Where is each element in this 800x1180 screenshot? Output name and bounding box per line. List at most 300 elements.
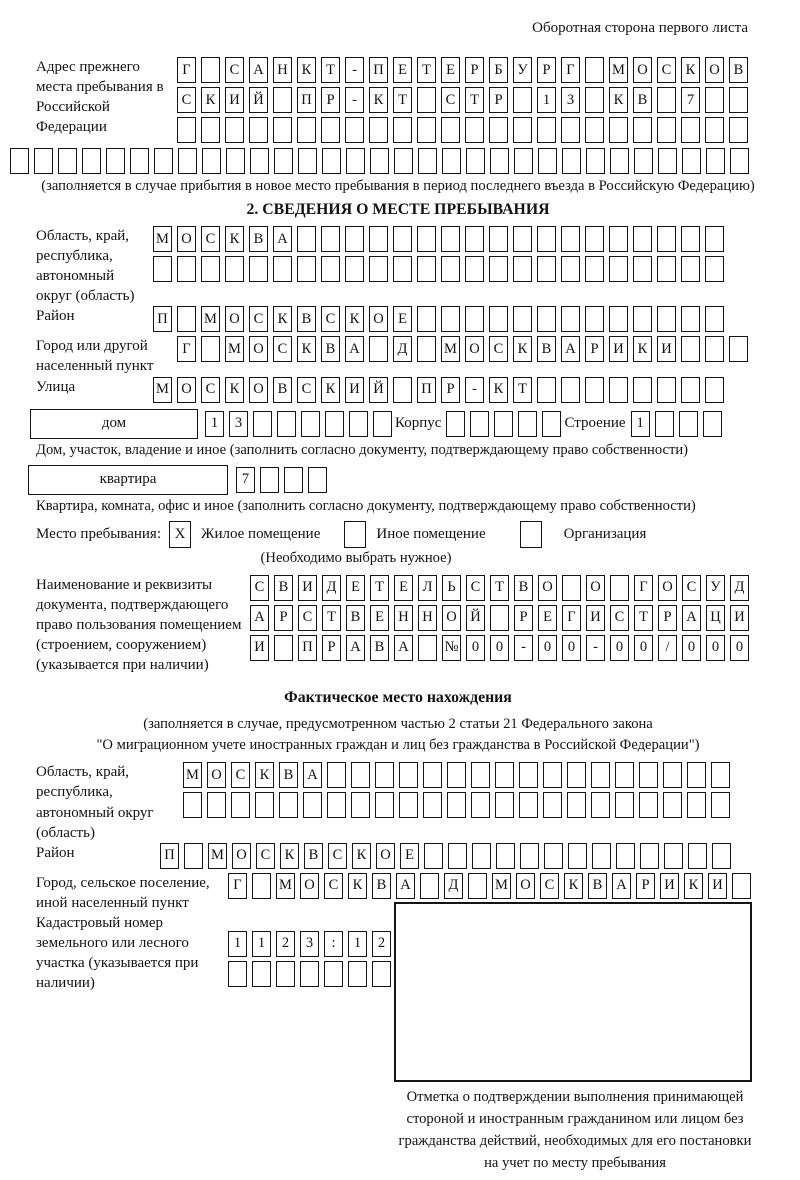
char-cell[interactable]: Е bbox=[393, 306, 412, 332]
char-cell[interactable]: С bbox=[321, 306, 340, 332]
char-cell[interactable]: О bbox=[207, 762, 226, 788]
char-cell[interactable]: Л bbox=[418, 575, 437, 601]
char-cell[interactable]: С bbox=[489, 336, 508, 362]
char-cell[interactable]: К bbox=[633, 336, 652, 362]
char-cell[interactable] bbox=[252, 873, 271, 899]
char-cell[interactable] bbox=[202, 148, 221, 174]
char-cell[interactable]: С bbox=[441, 87, 460, 113]
char-cell[interactable]: А bbox=[346, 635, 365, 661]
char-cell[interactable]: Р bbox=[658, 605, 677, 631]
char-cell[interactable] bbox=[301, 411, 320, 437]
char-cell[interactable]: С bbox=[466, 575, 485, 601]
char-cell[interactable]: К bbox=[681, 57, 700, 83]
char-cell[interactable]: О bbox=[538, 575, 557, 601]
char-cell[interactable]: С bbox=[231, 762, 250, 788]
char-cell[interactable]: Г bbox=[228, 873, 247, 899]
char-cell[interactable]: О bbox=[516, 873, 535, 899]
char-cell[interactable] bbox=[490, 605, 509, 631]
char-cell[interactable] bbox=[279, 792, 298, 818]
char-cell[interactable] bbox=[201, 256, 220, 282]
char-cell[interactable] bbox=[201, 117, 220, 143]
char-cell[interactable] bbox=[657, 226, 676, 252]
char-cell[interactable] bbox=[729, 87, 748, 113]
char-cell[interactable]: М bbox=[492, 873, 511, 899]
char-cell[interactable] bbox=[657, 306, 676, 332]
char-cell[interactable]: Р bbox=[514, 605, 533, 631]
char-cell[interactable]: Г bbox=[634, 575, 653, 601]
char-cell[interactable] bbox=[657, 87, 676, 113]
char-cell[interactable]: Е bbox=[400, 843, 419, 869]
char-cell[interactable] bbox=[609, 226, 628, 252]
char-cell[interactable] bbox=[465, 256, 484, 282]
char-cell[interactable] bbox=[663, 762, 682, 788]
char-cell[interactable] bbox=[106, 148, 125, 174]
char-cell[interactable]: Р bbox=[441, 377, 460, 403]
char-cell[interactable]: Р bbox=[465, 57, 484, 83]
char-cell[interactable] bbox=[519, 792, 538, 818]
char-cell[interactable] bbox=[441, 306, 460, 332]
char-cell[interactable] bbox=[417, 306, 436, 332]
char-cell[interactable] bbox=[544, 843, 563, 869]
char-cell[interactable]: 1 bbox=[228, 931, 247, 957]
char-cell[interactable]: М bbox=[225, 336, 244, 362]
char-cell[interactable] bbox=[465, 117, 484, 143]
char-cell[interactable]: С bbox=[256, 843, 275, 869]
char-cell[interactable] bbox=[730, 148, 749, 174]
char-cell[interactable]: В bbox=[537, 336, 556, 362]
char-cell[interactable] bbox=[324, 961, 343, 987]
char-cell[interactable] bbox=[495, 792, 514, 818]
char-cell[interactable] bbox=[585, 226, 604, 252]
char-cell[interactable]: В bbox=[279, 762, 298, 788]
char-cell[interactable] bbox=[712, 843, 731, 869]
char-cell[interactable] bbox=[321, 117, 340, 143]
char-cell[interactable]: О bbox=[232, 843, 251, 869]
char-cell[interactable] bbox=[34, 148, 53, 174]
char-cell[interactable] bbox=[489, 226, 508, 252]
char-cell[interactable]: 3 bbox=[300, 931, 319, 957]
char-cell[interactable]: О bbox=[705, 57, 724, 83]
char-cell[interactable] bbox=[490, 148, 509, 174]
char-cell[interactable]: С bbox=[273, 336, 292, 362]
char-cell[interactable]: В bbox=[274, 575, 293, 601]
char-cell[interactable] bbox=[303, 792, 322, 818]
char-cell[interactable] bbox=[369, 256, 388, 282]
char-cell[interactable] bbox=[518, 411, 537, 437]
char-cell[interactable]: Е bbox=[538, 605, 557, 631]
char-cell[interactable]: А bbox=[345, 336, 364, 362]
char-cell[interactable]: С bbox=[177, 87, 196, 113]
char-cell[interactable]: Г bbox=[561, 57, 580, 83]
char-cell[interactable]: О bbox=[442, 605, 461, 631]
char-cell[interactable] bbox=[177, 117, 196, 143]
char-cell[interactable] bbox=[441, 226, 460, 252]
char-cell[interactable] bbox=[657, 256, 676, 282]
char-cell[interactable]: И bbox=[657, 336, 676, 362]
char-cell[interactable]: Е bbox=[441, 57, 460, 83]
char-cell[interactable]: К bbox=[321, 377, 340, 403]
char-cell[interactable]: И bbox=[660, 873, 679, 899]
char-cell[interactable]: А bbox=[273, 226, 292, 252]
char-cell[interactable]: В bbox=[372, 873, 391, 899]
char-cell[interactable] bbox=[681, 256, 700, 282]
char-cell[interactable] bbox=[537, 256, 556, 282]
char-cell[interactable]: Е bbox=[393, 57, 412, 83]
char-cell[interactable] bbox=[562, 575, 581, 601]
char-cell[interactable]: А bbox=[303, 762, 322, 788]
char-cell[interactable] bbox=[399, 762, 418, 788]
char-cell[interactable]: 1 bbox=[348, 931, 367, 957]
char-cell[interactable] bbox=[543, 762, 562, 788]
char-cell[interactable]: К bbox=[297, 57, 316, 83]
char-cell[interactable]: Р bbox=[274, 605, 293, 631]
char-cell[interactable]: / bbox=[658, 635, 677, 661]
char-cell[interactable] bbox=[231, 792, 250, 818]
char-cell[interactable] bbox=[201, 336, 220, 362]
char-cell[interactable] bbox=[130, 148, 149, 174]
char-cell[interactable] bbox=[351, 762, 370, 788]
char-cell[interactable]: В bbox=[297, 306, 316, 332]
char-cell[interactable]: Р bbox=[322, 635, 341, 661]
char-cell[interactable] bbox=[370, 148, 389, 174]
char-cell[interactable]: О bbox=[586, 575, 605, 601]
char-cell[interactable]: М bbox=[276, 873, 295, 899]
char-cell[interactable] bbox=[705, 117, 724, 143]
char-cell[interactable] bbox=[308, 467, 327, 493]
char-cell[interactable] bbox=[369, 336, 388, 362]
char-cell[interactable] bbox=[489, 117, 508, 143]
char-cell[interactable] bbox=[705, 226, 724, 252]
char-cell[interactable] bbox=[471, 762, 490, 788]
char-cell[interactable]: В bbox=[514, 575, 533, 601]
char-cell[interactable] bbox=[273, 256, 292, 282]
char-cell[interactable]: 0 bbox=[562, 635, 581, 661]
char-cell[interactable] bbox=[729, 117, 748, 143]
char-cell[interactable] bbox=[561, 226, 580, 252]
char-cell[interactable]: К bbox=[352, 843, 371, 869]
char-cell[interactable] bbox=[297, 117, 316, 143]
char-cell[interactable] bbox=[399, 792, 418, 818]
char-cell[interactable]: П bbox=[160, 843, 179, 869]
char-cell[interactable]: - bbox=[465, 377, 484, 403]
char-cell[interactable] bbox=[273, 87, 292, 113]
char-cell[interactable] bbox=[585, 256, 604, 282]
char-cell[interactable] bbox=[585, 87, 604, 113]
char-cell[interactable] bbox=[513, 306, 532, 332]
char-cell[interactable]: : bbox=[324, 931, 343, 957]
char-cell[interactable]: Р bbox=[321, 87, 340, 113]
char-cell[interactable]: И bbox=[708, 873, 727, 899]
char-cell[interactable]: Ц bbox=[706, 605, 725, 631]
char-cell[interactable] bbox=[177, 256, 196, 282]
char-cell[interactable]: И bbox=[609, 336, 628, 362]
char-cell[interactable] bbox=[82, 148, 101, 174]
char-cell[interactable]: Б bbox=[489, 57, 508, 83]
char-cell[interactable] bbox=[284, 467, 303, 493]
char-cell[interactable]: Р bbox=[636, 873, 655, 899]
char-cell[interactable] bbox=[568, 843, 587, 869]
char-cell[interactable] bbox=[513, 87, 532, 113]
char-cell[interactable] bbox=[418, 148, 437, 174]
char-cell[interactable] bbox=[420, 873, 439, 899]
char-cell[interactable]: П bbox=[297, 87, 316, 113]
char-cell[interactable] bbox=[633, 306, 652, 332]
char-cell[interactable]: Т bbox=[634, 605, 653, 631]
char-cell[interactable] bbox=[372, 961, 391, 987]
char-cell[interactable] bbox=[345, 226, 364, 252]
char-cell[interactable] bbox=[711, 792, 730, 818]
char-cell[interactable] bbox=[609, 256, 628, 282]
char-cell[interactable]: В bbox=[346, 605, 365, 631]
char-cell[interactable]: С bbox=[682, 575, 701, 601]
char-cell[interactable] bbox=[351, 792, 370, 818]
char-cell[interactable] bbox=[207, 792, 226, 818]
char-cell[interactable] bbox=[447, 792, 466, 818]
char-cell[interactable]: Д bbox=[322, 575, 341, 601]
char-cell[interactable] bbox=[346, 148, 365, 174]
char-cell[interactable]: Р bbox=[585, 336, 604, 362]
char-cell[interactable] bbox=[562, 148, 581, 174]
char-cell[interactable]: В bbox=[588, 873, 607, 899]
char-cell[interactable]: 0 bbox=[730, 635, 749, 661]
char-cell[interactable] bbox=[585, 117, 604, 143]
char-cell[interactable] bbox=[375, 792, 394, 818]
char-cell[interactable] bbox=[249, 117, 268, 143]
char-cell[interactable]: К bbox=[489, 377, 508, 403]
char-cell[interactable] bbox=[184, 843, 203, 869]
char-cell[interactable] bbox=[537, 306, 556, 332]
char-cell[interactable] bbox=[664, 843, 683, 869]
char-cell[interactable] bbox=[609, 306, 628, 332]
char-cell[interactable] bbox=[345, 256, 364, 282]
char-cell[interactable] bbox=[394, 148, 413, 174]
char-cell[interactable] bbox=[537, 117, 556, 143]
char-cell[interactable]: С bbox=[201, 226, 220, 252]
char-cell[interactable] bbox=[657, 377, 676, 403]
char-cell[interactable]: К bbox=[345, 306, 364, 332]
char-cell[interactable] bbox=[520, 843, 539, 869]
char-cell[interactable]: С bbox=[249, 306, 268, 332]
char-cell[interactable] bbox=[732, 873, 751, 899]
char-cell[interactable]: Д bbox=[393, 336, 412, 362]
char-cell[interactable] bbox=[297, 256, 316, 282]
char-cell[interactable]: Й bbox=[249, 87, 268, 113]
char-cell[interactable]: М bbox=[183, 762, 202, 788]
char-cell[interactable]: 3 bbox=[561, 87, 580, 113]
char-cell[interactable]: 7 bbox=[681, 87, 700, 113]
char-cell[interactable] bbox=[705, 256, 724, 282]
char-cell[interactable] bbox=[633, 117, 652, 143]
char-cell[interactable] bbox=[471, 792, 490, 818]
char-cell[interactable] bbox=[729, 336, 748, 362]
char-cell[interactable]: К bbox=[684, 873, 703, 899]
char-cell[interactable]: Р bbox=[489, 87, 508, 113]
char-cell[interactable]: А bbox=[396, 873, 415, 899]
char-cell[interactable] bbox=[393, 377, 412, 403]
char-cell[interactable]: И bbox=[345, 377, 364, 403]
char-cell[interactable]: К bbox=[273, 306, 292, 332]
char-cell[interactable]: М bbox=[153, 226, 172, 252]
char-cell[interactable] bbox=[446, 411, 465, 437]
char-cell[interactable]: 0 bbox=[490, 635, 509, 661]
char-cell[interactable] bbox=[519, 762, 538, 788]
char-cell[interactable] bbox=[495, 762, 514, 788]
char-cell[interactable]: У bbox=[706, 575, 725, 601]
char-cell[interactable] bbox=[591, 762, 610, 788]
char-cell[interactable]: 0 bbox=[610, 635, 629, 661]
char-cell[interactable] bbox=[542, 411, 561, 437]
char-cell[interactable]: О bbox=[225, 306, 244, 332]
char-cell[interactable] bbox=[321, 226, 340, 252]
char-cell[interactable] bbox=[586, 148, 605, 174]
char-cell[interactable] bbox=[226, 148, 245, 174]
char-cell[interactable] bbox=[442, 148, 461, 174]
char-cell[interactable] bbox=[681, 377, 700, 403]
char-cell[interactable] bbox=[633, 226, 652, 252]
char-cell[interactable] bbox=[153, 256, 172, 282]
char-cell[interactable] bbox=[300, 961, 319, 987]
char-cell[interactable]: М bbox=[208, 843, 227, 869]
char-cell[interactable] bbox=[634, 148, 653, 174]
char-cell[interactable] bbox=[369, 226, 388, 252]
char-cell[interactable] bbox=[225, 117, 244, 143]
char-cell[interactable]: 1 bbox=[537, 87, 556, 113]
char-cell[interactable]: 2 bbox=[372, 931, 391, 957]
char-cell[interactable]: 0 bbox=[682, 635, 701, 661]
char-cell[interactable] bbox=[10, 148, 29, 174]
char-cell[interactable]: М bbox=[441, 336, 460, 362]
char-cell[interactable]: А bbox=[682, 605, 701, 631]
char-cell[interactable]: Н bbox=[418, 605, 437, 631]
char-cell[interactable]: 0 bbox=[466, 635, 485, 661]
char-cell[interactable] bbox=[705, 306, 724, 332]
char-cell[interactable]: С bbox=[324, 873, 343, 899]
char-cell[interactable] bbox=[274, 148, 293, 174]
char-cell[interactable] bbox=[465, 306, 484, 332]
char-cell[interactable] bbox=[681, 117, 700, 143]
char-cell[interactable] bbox=[468, 873, 487, 899]
char-cell[interactable] bbox=[609, 117, 628, 143]
char-cell[interactable] bbox=[494, 411, 513, 437]
place-type-checkbox-organization[interactable] bbox=[520, 521, 542, 548]
char-cell[interactable] bbox=[417, 256, 436, 282]
char-cell[interactable] bbox=[466, 148, 485, 174]
char-cell[interactable] bbox=[496, 843, 515, 869]
char-cell[interactable]: Д bbox=[730, 575, 749, 601]
char-cell[interactable]: А bbox=[561, 336, 580, 362]
char-cell[interactable]: - bbox=[345, 57, 364, 83]
char-cell[interactable]: Н bbox=[394, 605, 413, 631]
char-cell[interactable] bbox=[489, 256, 508, 282]
char-cell[interactable]: 0 bbox=[634, 635, 653, 661]
char-cell[interactable] bbox=[513, 117, 532, 143]
char-cell[interactable] bbox=[373, 411, 392, 437]
char-cell[interactable]: И bbox=[225, 87, 244, 113]
char-cell[interactable] bbox=[513, 226, 532, 252]
char-cell[interactable] bbox=[663, 792, 682, 818]
char-cell[interactable] bbox=[561, 377, 580, 403]
char-cell[interactable] bbox=[538, 148, 557, 174]
char-cell[interactable] bbox=[514, 148, 533, 174]
char-cell[interactable]: Т bbox=[490, 575, 509, 601]
char-cell[interactable] bbox=[711, 762, 730, 788]
char-cell[interactable] bbox=[543, 792, 562, 818]
char-cell[interactable]: В bbox=[273, 377, 292, 403]
char-cell[interactable] bbox=[655, 411, 674, 437]
char-cell[interactable]: С bbox=[540, 873, 559, 899]
char-cell[interactable]: В bbox=[370, 635, 389, 661]
char-cell[interactable] bbox=[687, 762, 706, 788]
char-cell[interactable]: Д bbox=[444, 873, 463, 899]
char-cell[interactable] bbox=[640, 843, 659, 869]
char-cell[interactable] bbox=[585, 57, 604, 83]
char-cell[interactable]: Й bbox=[369, 377, 388, 403]
char-cell[interactable]: К bbox=[225, 377, 244, 403]
char-cell[interactable] bbox=[297, 226, 316, 252]
char-cell[interactable] bbox=[448, 843, 467, 869]
char-cell[interactable]: У bbox=[513, 57, 532, 83]
char-cell[interactable]: Т bbox=[417, 57, 436, 83]
char-cell[interactable] bbox=[441, 117, 460, 143]
char-cell[interactable]: Й bbox=[466, 605, 485, 631]
char-cell[interactable] bbox=[465, 226, 484, 252]
char-cell[interactable]: В bbox=[729, 57, 748, 83]
char-cell[interactable] bbox=[58, 148, 77, 174]
char-cell[interactable] bbox=[705, 87, 724, 113]
char-cell[interactable]: 3 bbox=[229, 411, 248, 437]
char-cell[interactable] bbox=[424, 843, 443, 869]
char-cell[interactable]: Т bbox=[513, 377, 532, 403]
char-cell[interactable]: Е bbox=[394, 575, 413, 601]
char-cell[interactable] bbox=[348, 961, 367, 987]
char-cell[interactable] bbox=[423, 792, 442, 818]
char-cell[interactable]: 0 bbox=[538, 635, 557, 661]
char-cell[interactable] bbox=[249, 256, 268, 282]
char-cell[interactable]: К bbox=[609, 87, 628, 113]
char-cell[interactable] bbox=[369, 117, 388, 143]
char-cell[interactable] bbox=[537, 377, 556, 403]
char-cell[interactable] bbox=[252, 961, 271, 987]
char-cell[interactable] bbox=[447, 762, 466, 788]
char-cell[interactable] bbox=[615, 762, 634, 788]
char-cell[interactable] bbox=[639, 792, 658, 818]
char-cell[interactable] bbox=[679, 411, 698, 437]
place-type-checkbox-residential[interactable]: X bbox=[169, 521, 191, 548]
char-cell[interactable]: Т bbox=[321, 57, 340, 83]
char-cell[interactable] bbox=[537, 226, 556, 252]
char-cell[interactable]: Г bbox=[177, 336, 196, 362]
char-cell[interactable] bbox=[277, 411, 296, 437]
place-type-checkbox-other[interactable] bbox=[344, 521, 366, 548]
char-cell[interactable]: Г bbox=[177, 57, 196, 83]
char-cell[interactable]: В bbox=[321, 336, 340, 362]
char-cell[interactable]: А bbox=[249, 57, 268, 83]
char-cell[interactable]: С bbox=[657, 57, 676, 83]
char-cell[interactable]: М bbox=[153, 377, 172, 403]
char-cell[interactable]: И bbox=[730, 605, 749, 631]
char-cell[interactable] bbox=[585, 306, 604, 332]
char-cell[interactable]: О bbox=[177, 226, 196, 252]
char-cell[interactable] bbox=[345, 117, 364, 143]
char-cell[interactable] bbox=[470, 411, 489, 437]
char-cell[interactable]: Т bbox=[322, 605, 341, 631]
char-cell[interactable]: - bbox=[345, 87, 364, 113]
char-cell[interactable] bbox=[705, 336, 724, 362]
char-cell[interactable] bbox=[609, 377, 628, 403]
char-cell[interactable]: О bbox=[465, 336, 484, 362]
char-cell[interactable]: С bbox=[201, 377, 220, 403]
char-cell[interactable]: М bbox=[609, 57, 628, 83]
